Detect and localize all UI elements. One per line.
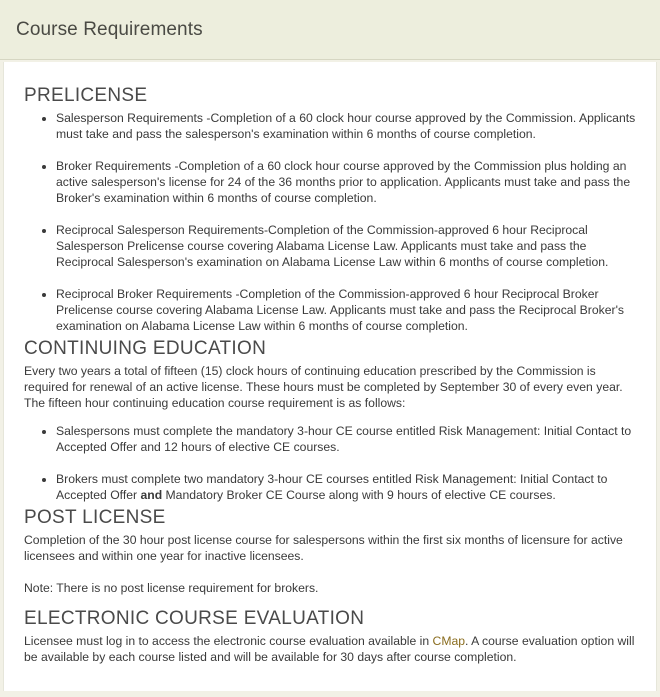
continuing-education-section	[24, 338, 638, 503]
evaluation-heading: ELECTRONIC COURSE EVALUATION	[24, 608, 365, 629]
list-item: • Reciprocal Broker Requirements -Completion of the Commission-approved 6 hour Reciprocal Broker Prelicense course covering Alabama License Law. Applicants must take and pass the Reciprocal Broker's examination on Alabama License Law within 6 months of course completion.	[56, 286, 638, 334]
list-item: • Broker Requirements -Completion of a 60 clock hour course approved by the Commission plus holding an active salesperson's license for 24 of the 36 months prior to application. Applicants must take and pass the Broker's examination within 6 months of course completion.	[56, 158, 638, 206]
continuing-education-heading: CONTINUING EDUCATION	[24, 338, 267, 359]
evaluation-text	[24, 633, 638, 665]
list-item: • Reciprocal Salesperson Requirements-Completion of the Commission-approved 6 hour Reciprocal Salesperson Prelicense course covering Alabama License Law. Applicants must take and pass the Reciprocal Salesperson's examination on Alabama License Law within 6 months of course completion.	[56, 222, 638, 270]
broker-ce-text-start: Brokers must complete two mandatory 3-hour CE courses entitled Risk Management: Initial Contact to Accepted Offer	[56, 472, 608, 502]
page-title: Course Requirements	[16, 18, 203, 40]
panel-body	[3, 62, 657, 691]
evaluation-section	[24, 608, 638, 665]
broker-ce-and: and	[140, 488, 163, 502]
cmap-link[interactable]: CMap	[432, 634, 466, 648]
prelicense-list	[24, 110, 638, 334]
continuing-education-intro: Every two years a total of fifteen (15) clock hours of continuing education prescribed by the Commission is required for renewal of an active license. These hours must be completed by September 30 of every even year. The fifteen hour continuing education course requirement is as follows:	[24, 364, 623, 410]
evaluation-text-start: Licensee must log in to access the electronic course evaluation available in	[24, 634, 433, 648]
list-item: • Salespersons must complete the mandatory 3-hour CE course entitled Risk Management: Initial Contact to Accepted Offer and 12 hours of elective CE courses.	[56, 423, 638, 455]
post-license-note: Note: There is no post license requirement for brokers.	[24, 581, 319, 595]
evaluation-text-end: . A course evaluation option will be available by each course listed and will be available for 30 days after course completion.	[24, 634, 635, 664]
post-license-text: Completion of the 30 hour post license course for salespersons within the first six months of licensure for active licensees and within one year for inactive licensees.	[24, 533, 623, 563]
post-license-heading: POST LICENSE	[24, 507, 166, 528]
post-license-section	[24, 507, 638, 596]
continuing-education-list	[24, 423, 638, 503]
list-item: • Salesperson Requirements -Completion of a 60 clock hour course approved by the Commission. Applicants must take and pass the salesperson's examination within 6 months of course completion.	[56, 110, 638, 142]
prelicense-heading: PRELICENSE	[24, 85, 148, 106]
broker-ce-text-end: Mandatory Broker CE Course along with 9 hours of elective CE courses.	[162, 488, 556, 502]
prelicense-section	[24, 85, 638, 334]
panel-header	[0, 0, 660, 60]
list-item	[56, 471, 638, 503]
